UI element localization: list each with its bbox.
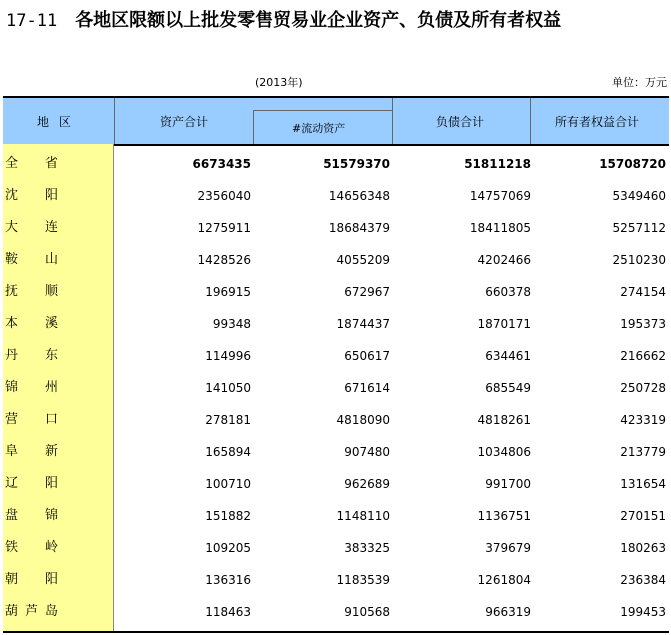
assets-cell: 100710: [205, 477, 251, 491]
current-assets-cell: 907480: [344, 445, 390, 459]
equity-cell: 5257112: [612, 221, 666, 235]
region-cell: 阜 新: [5, 444, 58, 459]
region-cell: 朝 阳: [5, 572, 58, 587]
region-cell: 本 溪: [5, 316, 58, 331]
current-assets-cell: 18684379: [328, 221, 390, 235]
header-equity-label: 所有者权益合计: [555, 115, 640, 129]
assets-cell: 6673435: [192, 157, 251, 171]
assets-cell: 165894: [205, 445, 251, 459]
header-current-assets-label: #流动资产: [292, 122, 346, 135]
table-row: [3, 372, 669, 404]
region-cell: 丹 东: [5, 348, 58, 363]
equity-cell: 213779: [620, 445, 666, 459]
liabilities-cell: 4202466: [477, 253, 531, 267]
header-assets: [115, 98, 393, 144]
liabilities-cell: 1034806: [477, 445, 531, 459]
equity-cell: 5349460: [612, 189, 666, 203]
current-assets-cell: 1183539: [336, 573, 390, 587]
equity-cell: 274154: [620, 285, 666, 299]
region-cell: 营 口: [5, 412, 58, 427]
region-cell: 大 连: [5, 220, 58, 235]
table-row: [3, 564, 669, 596]
page-title: [6, 8, 561, 34]
assets-cell: 196915: [205, 285, 251, 299]
liabilities-cell: 966319: [485, 605, 531, 619]
liabilities-cell: 18411805: [469, 221, 531, 235]
assets-cell: 1275911: [197, 221, 251, 235]
equity-cell: 180263: [620, 541, 666, 555]
table-bottom-rule: [3, 631, 669, 633]
assets-cell: 141050: [205, 381, 251, 395]
header-liabilities-label: 负债合计: [436, 115, 485, 129]
assets-cell: 151882: [205, 509, 251, 523]
assets-cell: 2356040: [197, 189, 251, 203]
region-cell: 沈 阳: [5, 188, 58, 203]
liabilities-cell: 1870171: [477, 317, 531, 331]
liabilities-cell: 991700: [485, 477, 531, 491]
current-assets-cell: 962689: [344, 477, 390, 491]
liabilities-cell: 14757069: [469, 189, 531, 203]
table-title: 各地区限额以上批发零售贸易业企业资产、负债及所有者权益: [75, 10, 562, 31]
liabilities-cell: 685549: [485, 381, 531, 395]
current-assets-cell: 910568: [344, 605, 390, 619]
header-region: [3, 98, 115, 144]
equity-cell: 131654: [620, 477, 666, 491]
current-assets-cell: 383325: [344, 541, 390, 555]
table-number: 17-11: [6, 11, 58, 31]
equity-cell: 250728: [620, 381, 666, 395]
table-row: [3, 340, 669, 372]
current-assets-cell: 672967: [344, 285, 390, 299]
liabilities-cell: 4818261: [477, 413, 531, 427]
year-label: (2013年): [255, 76, 303, 89]
current-assets-cell: 671614: [344, 381, 390, 395]
equity-cell: 236384: [620, 573, 666, 587]
equity-cell: 199453: [620, 605, 666, 619]
current-assets-cell: 1148110: [336, 509, 390, 523]
assets-cell: 114996: [205, 349, 251, 363]
liabilities-cell: 1261804: [477, 573, 531, 587]
region-cell: 锦 州: [5, 380, 58, 395]
table-row: [3, 308, 669, 340]
assets-cell: 118463: [205, 605, 251, 619]
table-row: [3, 436, 669, 468]
liabilities-cell: 1136751: [477, 509, 531, 523]
table-header: [3, 96, 669, 146]
table-row: [3, 404, 669, 436]
liabilities-cell: 660378: [485, 285, 531, 299]
current-assets-cell: 4818090: [336, 413, 390, 427]
region-cell: 盘 锦: [5, 508, 58, 523]
equity-cell: 195373: [620, 317, 666, 331]
table-row: [3, 212, 669, 244]
table-row: [3, 596, 669, 628]
table-row: [3, 180, 669, 212]
region-cell: 鞍 山: [5, 252, 58, 267]
assets-cell: 109205: [205, 541, 251, 555]
table-row: [3, 148, 669, 180]
current-assets-cell: 1874437: [336, 317, 390, 331]
header-liabilities: [393, 98, 531, 144]
table-row: [3, 532, 669, 564]
region-cell: 抚 顺: [5, 284, 58, 299]
header-equity: [531, 98, 669, 144]
liabilities-cell: 379679: [485, 541, 531, 555]
current-assets-cell: 650617: [344, 349, 390, 363]
current-assets-cell: 51579370: [323, 157, 390, 171]
region-cell: 葫 芦 岛: [5, 604, 58, 619]
assets-cell: 278181: [205, 413, 251, 427]
assets-cell: 99348: [212, 317, 251, 331]
unit-label: 单位：万元: [612, 76, 667, 89]
current-assets-cell: 4055209: [336, 253, 390, 267]
liabilities-cell: 51811218: [464, 157, 531, 171]
current-assets-cell: 14656348: [328, 189, 390, 203]
region-cell: 铁 岭: [5, 540, 58, 555]
header-assets-label: 资产合计: [160, 115, 209, 129]
header-region-label: 地 区: [37, 115, 71, 129]
region-cell: 全 省: [5, 156, 58, 171]
equity-cell: 15708720: [599, 157, 666, 171]
header-current-assets: [253, 110, 393, 144]
equity-cell: 216662: [620, 349, 666, 363]
table-row: [3, 244, 669, 276]
table-row: [3, 500, 669, 532]
liabilities-cell: 634461: [485, 349, 531, 363]
table-body: [3, 148, 669, 628]
table-row: [3, 276, 669, 308]
equity-cell: 2510230: [612, 253, 666, 267]
table-row: [3, 468, 669, 500]
equity-cell: 423319: [620, 413, 666, 427]
equity-cell: 270151: [620, 509, 666, 523]
assets-cell: 1428526: [197, 253, 251, 267]
assets-cell: 136316: [205, 573, 251, 587]
region-cell: 辽 阳: [5, 476, 58, 491]
